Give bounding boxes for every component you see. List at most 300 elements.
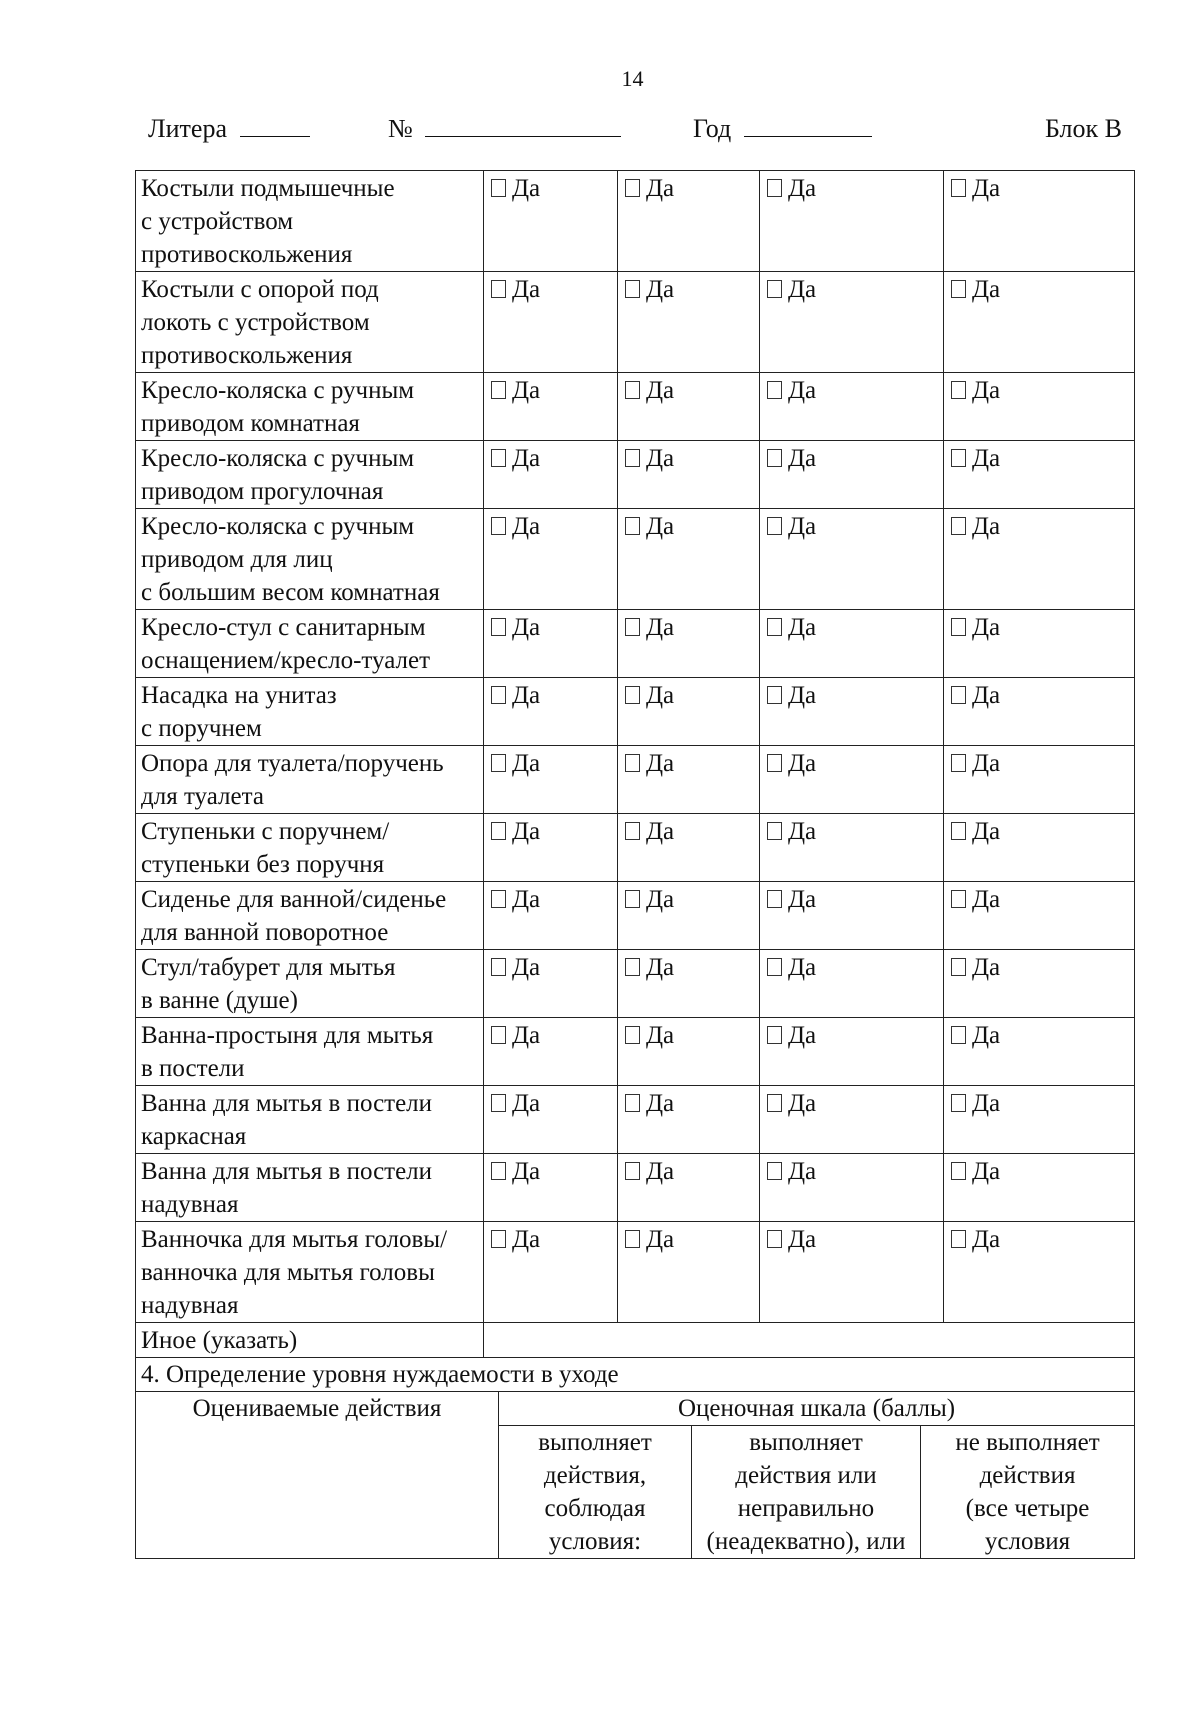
table-row bbox=[136, 272, 1135, 373]
item-name-line: Кресло-коляска с ручным bbox=[141, 513, 415, 540]
checkbox-icon[interactable] bbox=[767, 1230, 782, 1248]
checkbox-icon[interactable] bbox=[951, 179, 966, 197]
item-name-line: для туалета bbox=[141, 783, 264, 810]
checkbox-icon[interactable] bbox=[491, 958, 506, 976]
checkbox-option[interactable] bbox=[951, 1226, 1000, 1253]
checkbox-cell bbox=[944, 1018, 1135, 1086]
checkbox-icon[interactable] bbox=[491, 754, 506, 772]
item-name-line: Ванна для мытья в постели bbox=[141, 1090, 433, 1117]
checkbox-option[interactable] bbox=[951, 886, 1000, 913]
checkbox-label: Да bbox=[788, 886, 817, 913]
checkbox-option[interactable] bbox=[625, 1226, 674, 1253]
checkbox-icon[interactable] bbox=[951, 686, 966, 704]
checkbox-option[interactable] bbox=[491, 377, 540, 404]
checkbox-option[interactable] bbox=[625, 750, 674, 777]
table-row bbox=[136, 509, 1135, 610]
checkbox-cell bbox=[944, 950, 1135, 1018]
checkbox-option[interactable] bbox=[767, 175, 816, 202]
checkbox-label: Да bbox=[972, 886, 1001, 913]
item-name-line: оснащением/кресло-туалет bbox=[141, 647, 431, 674]
item-name bbox=[136, 171, 484, 272]
checkbox-cell bbox=[618, 509, 760, 610]
checkbox-icon[interactable] bbox=[951, 1230, 966, 1248]
checkbox-icon[interactable] bbox=[625, 1094, 640, 1112]
checkbox-option[interactable] bbox=[625, 886, 674, 913]
checkbox-icon[interactable] bbox=[625, 618, 640, 636]
item-name bbox=[136, 373, 484, 441]
item-name bbox=[136, 441, 484, 509]
checkbox-icon[interactable] bbox=[625, 754, 640, 772]
checkbox-label: Да bbox=[646, 1022, 675, 1049]
checkbox-icon[interactable] bbox=[491, 179, 506, 197]
checkbox-icon[interactable] bbox=[767, 381, 782, 399]
checkbox-icon[interactable] bbox=[625, 381, 640, 399]
checkbox-icon[interactable] bbox=[625, 179, 640, 197]
checkbox-option[interactable] bbox=[767, 1158, 816, 1185]
item-name bbox=[136, 509, 484, 610]
checkbox-option[interactable] bbox=[951, 377, 1000, 404]
item-name-line: с большим весом комнатная bbox=[141, 579, 440, 606]
checkbox-option[interactable] bbox=[491, 1022, 540, 1049]
item-name-line: Костыли с опорой под bbox=[141, 276, 379, 303]
table-row bbox=[136, 610, 1135, 678]
year-blank[interactable] bbox=[744, 118, 872, 137]
checkbox-icon[interactable] bbox=[625, 1026, 640, 1044]
checkbox-icon[interactable] bbox=[951, 822, 966, 840]
item-name-line: надувная bbox=[141, 1292, 239, 1319]
checkbox-option[interactable] bbox=[491, 175, 540, 202]
checkbox-option[interactable] bbox=[491, 954, 540, 981]
checkbox-cell bbox=[618, 272, 760, 373]
checkbox-icon[interactable] bbox=[951, 381, 966, 399]
checkbox-cell bbox=[618, 814, 760, 882]
scale-column-line: выполняет bbox=[749, 1429, 863, 1456]
checkbox-cell bbox=[760, 509, 944, 610]
checkbox-option[interactable] bbox=[625, 513, 674, 540]
item-name-line: Ванна для мытья в постели bbox=[141, 1158, 433, 1185]
checkbox-icon[interactable] bbox=[767, 1094, 782, 1112]
scale-column-line: действия или bbox=[735, 1462, 877, 1489]
other-specify-field[interactable] bbox=[484, 1323, 1135, 1358]
checkbox-icon[interactable] bbox=[491, 1026, 506, 1044]
checkbox-icon[interactable] bbox=[491, 449, 506, 467]
scale-column-line: неправильно bbox=[737, 1495, 875, 1522]
checkbox-icon[interactable] bbox=[625, 686, 640, 704]
checkbox-icon[interactable] bbox=[951, 517, 966, 535]
checkbox-cell bbox=[618, 171, 760, 272]
checkbox-label: Да bbox=[788, 1226, 817, 1253]
checkbox-icon[interactable] bbox=[625, 1162, 640, 1180]
checkbox-option[interactable] bbox=[491, 750, 540, 777]
checkbox-icon[interactable] bbox=[491, 618, 506, 636]
checkbox-cell bbox=[484, 1086, 618, 1154]
checkbox-icon[interactable] bbox=[951, 618, 966, 636]
checkbox-icon[interactable] bbox=[625, 449, 640, 467]
litera-blank[interactable] bbox=[240, 118, 310, 137]
checkbox-icon[interactable] bbox=[625, 958, 640, 976]
checkbox-label: Да bbox=[972, 750, 1001, 777]
checkbox-option[interactable] bbox=[625, 818, 674, 845]
checkbox-option[interactable] bbox=[767, 1022, 816, 1049]
checkbox-label: Да bbox=[788, 750, 817, 777]
checkbox-icon[interactable] bbox=[491, 822, 506, 840]
checkbox-cell bbox=[484, 373, 618, 441]
checkbox-option[interactable] bbox=[767, 1226, 816, 1253]
checkbox-icon[interactable] bbox=[951, 1162, 966, 1180]
checkbox-icon[interactable] bbox=[767, 686, 782, 704]
item-name bbox=[136, 272, 484, 373]
checkbox-label: Да bbox=[512, 445, 541, 472]
checkbox-icon[interactable] bbox=[625, 280, 640, 298]
checkbox-label: Да bbox=[512, 682, 541, 709]
checkbox-icon[interactable] bbox=[951, 280, 966, 298]
section4-table bbox=[135, 1357, 1135, 1559]
checkbox-label: Да bbox=[788, 175, 817, 202]
checkbox-option[interactable] bbox=[767, 377, 816, 404]
checkbox-cell bbox=[760, 814, 944, 882]
checkbox-cell bbox=[484, 882, 618, 950]
checkbox-label: Да bbox=[646, 1090, 675, 1117]
item-name-line: для ванной поворотное bbox=[141, 919, 389, 946]
checkbox-option[interactable] bbox=[767, 445, 816, 472]
checkbox-cell bbox=[944, 171, 1135, 272]
checkbox-cell bbox=[618, 1154, 760, 1222]
number-field bbox=[388, 114, 621, 144]
checkbox-option[interactable] bbox=[767, 276, 816, 303]
checkbox-cell bbox=[618, 1222, 760, 1323]
checkbox-icon[interactable] bbox=[767, 1026, 782, 1044]
item-name-line: Насадка на унитаз bbox=[141, 682, 337, 709]
other-label: Иное (указать) bbox=[136, 1323, 484, 1358]
checkbox-option[interactable] bbox=[491, 513, 540, 540]
checkbox-option[interactable] bbox=[625, 1158, 674, 1185]
checkbox-label: Да bbox=[512, 886, 541, 913]
checkbox-label: Да bbox=[788, 377, 817, 404]
checkbox-icon[interactable] bbox=[951, 890, 966, 908]
scale-column-line: условия bbox=[984, 1528, 1071, 1555]
item-name-line: противоскольжения bbox=[141, 342, 353, 369]
item-name-line: в постели bbox=[141, 1055, 245, 1082]
checkbox-icon[interactable] bbox=[491, 381, 506, 399]
checkbox-label: Да bbox=[646, 377, 675, 404]
checkbox-cell bbox=[944, 373, 1135, 441]
checkbox-label: Да bbox=[972, 445, 1001, 472]
table-row bbox=[136, 441, 1135, 509]
checkbox-label: Да bbox=[788, 1158, 817, 1185]
number-label: № bbox=[388, 114, 413, 143]
checkbox-label: Да bbox=[788, 513, 817, 540]
checkbox-label: Да bbox=[788, 1022, 817, 1049]
checkbox-icon[interactable] bbox=[767, 280, 782, 298]
checkbox-cell bbox=[944, 814, 1135, 882]
checkbox-cell bbox=[944, 678, 1135, 746]
item-name-line: Кресло-коляска с ручным bbox=[141, 377, 415, 404]
checkbox-cell bbox=[484, 171, 618, 272]
checkbox-label: Да bbox=[972, 954, 1001, 981]
checkbox-option[interactable] bbox=[491, 1090, 540, 1117]
checkbox-cell bbox=[618, 441, 760, 509]
checkbox-option[interactable] bbox=[491, 614, 540, 641]
table-row bbox=[136, 1086, 1135, 1154]
year-field bbox=[693, 114, 872, 144]
checkbox-label: Да bbox=[788, 614, 817, 641]
checkbox-label: Да bbox=[646, 954, 675, 981]
checkbox-option[interactable] bbox=[951, 175, 1000, 202]
item-name-line: локоть с устройством bbox=[141, 309, 370, 336]
checkbox-option[interactable] bbox=[625, 1022, 674, 1049]
checkbox-icon[interactable] bbox=[951, 754, 966, 772]
checkbox-icon[interactable] bbox=[951, 958, 966, 976]
scale-column-line: соблюдая bbox=[544, 1495, 646, 1522]
number-blank[interactable] bbox=[425, 118, 621, 137]
checkbox-icon[interactable] bbox=[767, 179, 782, 197]
checkbox-cell bbox=[484, 746, 618, 814]
checkbox-label: Да bbox=[646, 818, 675, 845]
checkbox-option[interactable] bbox=[625, 682, 674, 709]
item-name-line: приводом прогулочная bbox=[141, 478, 384, 505]
checkbox-cell bbox=[944, 610, 1135, 678]
checkbox-label: Да bbox=[512, 513, 541, 540]
checkbox-option[interactable] bbox=[491, 276, 540, 303]
checkbox-icon[interactable] bbox=[767, 822, 782, 840]
checkbox-icon[interactable] bbox=[767, 754, 782, 772]
checkbox-option[interactable] bbox=[951, 276, 1000, 303]
checkbox-cell bbox=[760, 1222, 944, 1323]
checkbox-option[interactable] bbox=[951, 954, 1000, 981]
item-name-line: с устройством bbox=[141, 208, 294, 235]
checkbox-label: Да bbox=[972, 682, 1001, 709]
checkbox-cell bbox=[618, 1018, 760, 1086]
checkbox-icon[interactable] bbox=[491, 1094, 506, 1112]
item-name-line: надувная bbox=[141, 1191, 239, 1218]
item-name-line: в ванне (душе) bbox=[141, 987, 298, 1014]
checkbox-label: Да bbox=[512, 954, 541, 981]
checkbox-label: Да bbox=[972, 1090, 1001, 1117]
checkbox-option[interactable] bbox=[951, 818, 1000, 845]
checkbox-label: Да bbox=[972, 276, 1001, 303]
checkbox-option[interactable] bbox=[491, 1226, 540, 1253]
checkbox-option[interactable] bbox=[491, 445, 540, 472]
checkbox-cell bbox=[484, 1222, 618, 1323]
checkbox-label: Да bbox=[512, 750, 541, 777]
checkbox-cell bbox=[484, 509, 618, 610]
checkbox-icon[interactable] bbox=[491, 686, 506, 704]
table-row-other bbox=[136, 1323, 1135, 1358]
checkbox-option[interactable] bbox=[625, 276, 674, 303]
checkbox-icon[interactable] bbox=[951, 449, 966, 467]
checkbox-cell bbox=[944, 272, 1135, 373]
checkbox-cell bbox=[760, 1086, 944, 1154]
checkbox-label: Да bbox=[646, 513, 675, 540]
checkbox-cell bbox=[484, 814, 618, 882]
checkbox-icon[interactable] bbox=[491, 280, 506, 298]
checkbox-label: Да bbox=[788, 1090, 817, 1117]
checkbox-label: Да bbox=[646, 614, 675, 641]
checkbox-icon[interactable] bbox=[767, 449, 782, 467]
checkbox-label: Да bbox=[646, 1226, 675, 1253]
checkbox-option[interactable] bbox=[491, 818, 540, 845]
checkbox-option[interactable] bbox=[951, 614, 1000, 641]
scale-column-line: действия bbox=[979, 1462, 1076, 1489]
item-name-line: Сиденье для ванной/сиденье bbox=[141, 886, 447, 913]
item-name-line: ванночка для мытья головы bbox=[141, 1259, 435, 1286]
checkbox-cell bbox=[618, 373, 760, 441]
checkbox-option[interactable] bbox=[951, 1022, 1000, 1049]
checkbox-label: Да bbox=[788, 276, 817, 303]
checkbox-option[interactable] bbox=[767, 818, 816, 845]
checkbox-option[interactable] bbox=[951, 1158, 1000, 1185]
checkbox-label: Да bbox=[788, 682, 817, 709]
checkbox-label: Да bbox=[512, 1090, 541, 1117]
checkbox-option[interactable] bbox=[491, 682, 540, 709]
checkbox-icon[interactable] bbox=[625, 822, 640, 840]
item-name bbox=[136, 1086, 484, 1154]
checkbox-cell bbox=[484, 678, 618, 746]
table-row bbox=[136, 882, 1135, 950]
checkbox-option[interactable] bbox=[491, 1158, 540, 1185]
scale-column-line: выполняет bbox=[538, 1429, 652, 1456]
checkbox-label: Да bbox=[788, 818, 817, 845]
checkbox-cell bbox=[944, 1154, 1135, 1222]
scale-column-line: не выполняет bbox=[955, 1429, 1100, 1456]
table-row bbox=[136, 1222, 1135, 1323]
checkbox-option[interactable] bbox=[767, 513, 816, 540]
checkbox-label: Да bbox=[788, 954, 817, 981]
checkbox-cell bbox=[760, 678, 944, 746]
checkbox-label: Да bbox=[972, 377, 1001, 404]
checkbox-cell bbox=[944, 441, 1135, 509]
checkbox-cell bbox=[618, 678, 760, 746]
checkbox-icon[interactable] bbox=[767, 618, 782, 636]
checkbox-label: Да bbox=[512, 1022, 541, 1049]
checkbox-cell bbox=[484, 1154, 618, 1222]
checkbox-option[interactable] bbox=[767, 614, 816, 641]
checkbox-option[interactable] bbox=[491, 886, 540, 913]
scale-column-1 bbox=[499, 1426, 692, 1559]
table-row bbox=[136, 373, 1135, 441]
checkbox-icon[interactable] bbox=[625, 517, 640, 535]
checkbox-cell bbox=[944, 1222, 1135, 1323]
item-name-line: Ванна-простыня для мытья bbox=[141, 1022, 434, 1049]
checkbox-label: Да bbox=[512, 1226, 541, 1253]
item-name bbox=[136, 746, 484, 814]
checkbox-cell bbox=[944, 1086, 1135, 1154]
checkbox-option[interactable] bbox=[767, 886, 816, 913]
item-name-line: Кресло-стул с санитарным bbox=[141, 614, 426, 641]
checkbox-icon[interactable] bbox=[491, 1230, 506, 1248]
checkbox-icon[interactable] bbox=[491, 1162, 506, 1180]
scale-column-3 bbox=[921, 1426, 1135, 1559]
checkbox-cell bbox=[760, 1018, 944, 1086]
page-number: 14 bbox=[621, 66, 644, 91]
item-name-line: с поручнем bbox=[141, 715, 262, 742]
checkbox-option[interactable] bbox=[951, 1090, 1000, 1117]
checkbox-cell bbox=[484, 441, 618, 509]
litera-field bbox=[148, 114, 310, 144]
checkbox-icon[interactable] bbox=[491, 517, 506, 535]
item-name-line: Кресло-коляска с ручным bbox=[141, 445, 415, 472]
checkbox-cell bbox=[760, 950, 944, 1018]
item-name bbox=[136, 678, 484, 746]
item-name bbox=[136, 950, 484, 1018]
checkbox-option[interactable] bbox=[625, 614, 674, 641]
checkbox-label: Да bbox=[972, 1158, 1001, 1185]
table-row bbox=[136, 950, 1135, 1018]
checkbox-option[interactable] bbox=[767, 1090, 816, 1117]
item-name-line: Ванночка для мытья головы/ bbox=[141, 1226, 448, 1253]
checkbox-label: Да bbox=[972, 175, 1001, 202]
checkbox-option[interactable] bbox=[951, 445, 1000, 472]
item-name-line: Стул/табурет для мытья bbox=[141, 954, 396, 981]
table-row bbox=[136, 814, 1135, 882]
checkbox-option[interactable] bbox=[625, 445, 674, 472]
item-name bbox=[136, 1154, 484, 1222]
checkbox-option[interactable] bbox=[951, 682, 1000, 709]
checkbox-label: Да bbox=[972, 1022, 1001, 1049]
item-name-line: приводом для лиц bbox=[141, 546, 333, 573]
checkbox-label: Да bbox=[972, 818, 1001, 845]
item-name-line: Опора для туалета/поручень bbox=[141, 750, 444, 777]
checkbox-label: Да bbox=[646, 682, 675, 709]
checkbox-icon[interactable] bbox=[767, 517, 782, 535]
checkbox-label: Да bbox=[512, 614, 541, 641]
checkbox-cell bbox=[618, 882, 760, 950]
checkbox-cell bbox=[484, 272, 618, 373]
checkbox-cell bbox=[760, 746, 944, 814]
checkbox-icon[interactable] bbox=[951, 1094, 966, 1112]
item-name-line: ступеньки без поручня bbox=[141, 851, 385, 878]
item-name-line: каркасная bbox=[141, 1123, 247, 1150]
checkbox-cell bbox=[618, 610, 760, 678]
checkbox-label: Да bbox=[646, 1158, 675, 1185]
checkbox-cell bbox=[944, 509, 1135, 610]
item-name bbox=[136, 1018, 484, 1086]
checkbox-icon[interactable] bbox=[767, 958, 782, 976]
checkbox-option[interactable] bbox=[625, 954, 674, 981]
item-name bbox=[136, 610, 484, 678]
checkbox-icon[interactable] bbox=[625, 1230, 640, 1248]
scale-column-2 bbox=[692, 1426, 921, 1559]
checkbox-cell bbox=[760, 171, 944, 272]
checkbox-cell bbox=[944, 746, 1135, 814]
checkbox-label: Да bbox=[512, 175, 541, 202]
table-row bbox=[136, 171, 1135, 272]
checkbox-label: Да bbox=[512, 377, 541, 404]
checkbox-icon[interactable] bbox=[767, 1162, 782, 1180]
checkbox-option[interactable] bbox=[951, 750, 1000, 777]
checkbox-option[interactable] bbox=[767, 682, 816, 709]
checkbox-option[interactable] bbox=[625, 1090, 674, 1117]
checkbox-cell bbox=[760, 1154, 944, 1222]
checkbox-option[interactable] bbox=[951, 513, 1000, 540]
checkbox-label: Да bbox=[788, 445, 817, 472]
checkbox-label: Да bbox=[972, 513, 1001, 540]
checkbox-option[interactable] bbox=[625, 377, 674, 404]
checkbox-cell bbox=[618, 950, 760, 1018]
checkbox-cell bbox=[484, 610, 618, 678]
checkbox-option[interactable] bbox=[767, 954, 816, 981]
checkbox-label: Да bbox=[972, 1226, 1001, 1253]
checkbox-icon[interactable] bbox=[951, 1026, 966, 1044]
checkbox-cell bbox=[760, 441, 944, 509]
checkbox-cell bbox=[760, 610, 944, 678]
checkbox-option[interactable] bbox=[767, 750, 816, 777]
checkbox-icon[interactable] bbox=[767, 890, 782, 908]
checkbox-icon[interactable] bbox=[491, 890, 506, 908]
checkbox-icon[interactable] bbox=[625, 890, 640, 908]
checkbox-option[interactable] bbox=[625, 175, 674, 202]
checkbox-label: Да bbox=[512, 276, 541, 303]
